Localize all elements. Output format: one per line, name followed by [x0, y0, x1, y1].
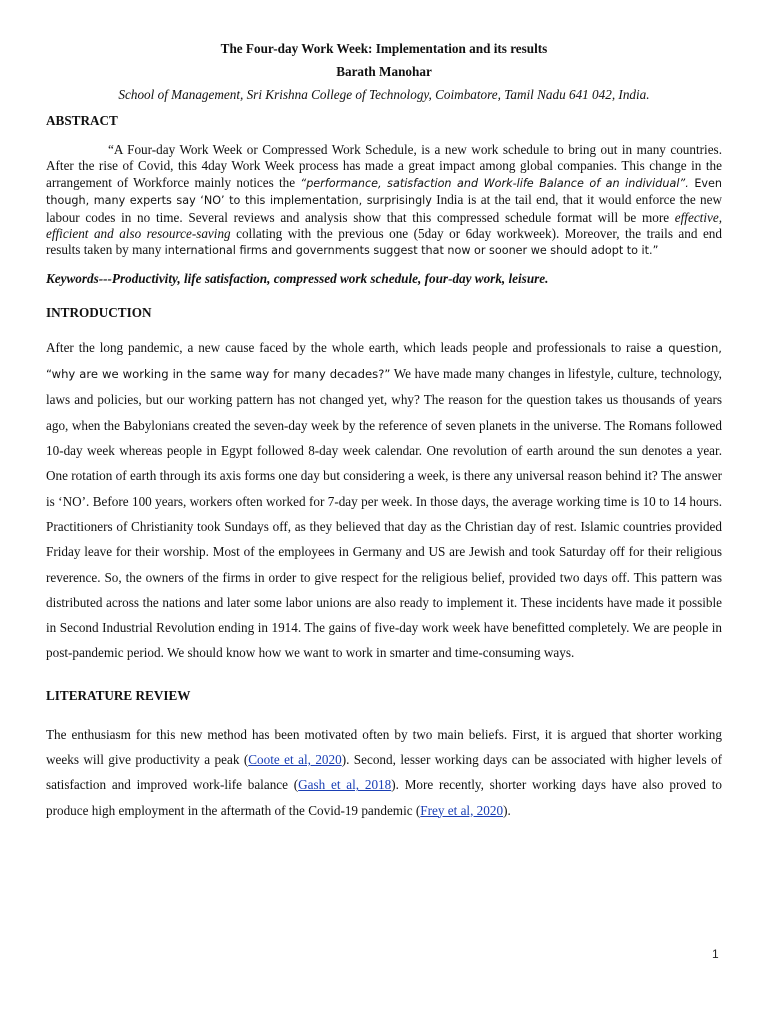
- abstract-emphasis-quote: “performance, satisfaction and Work-life Balance of an individual”.: [300, 176, 689, 190]
- abstract-heading: ABSTRACT: [46, 113, 118, 128]
- introduction-text-part2: We have made many changes in lifestyle, culture, technology, laws and policies, but our working pattern has not changed yet, why? The reason for the question takes us thousands of years ago, when the Babylonians created the seven-day week by the reference of seven planets in the universe. The Romans followed 10-day week whereas people in Egypt followed 8-day week calendar. One revolution of earth around the sun denotes a year. One rotation of earth through its axis forms one day but considering a week, is there any universal reason behind it? The answer is ‘NO’. Before 100 years, workers often worked for 7-day per week. In those days, the average working time is 10 to 14 hours. Practitioners of Christianity took Sundays off, as they believed that day as the Christian day of rest. Islamic countries provided Friday leave for their worship. Most of the employees in Germany and US are Jewish and took Saturday off for their religious reverence. So, the owners of the firms in order to give respect for the religious belief, provided two days off. This pattern was distributed across the nations and later some labor unions are also ready to implement it. These incidents have made it possible in Second Industrial Revolution ending in 1914. The gains of five-day work week have benefitted completely. We are people in post-pandemic period. We should know how we want to work in smarter and time-consuming ways.: [46, 366, 722, 661]
- paper-author: Barath Manohar: [336, 64, 432, 79]
- page-number: 1: [712, 947, 719, 961]
- introduction-paragraph: [46, 335, 722, 666]
- literature-text-part4: ).: [503, 802, 511, 818]
- citation-link-frey[interactable]: Frey et al, 2020: [420, 802, 504, 818]
- citation-link-gash[interactable]: Gash et al, 2018: [298, 777, 392, 793]
- abstract-text-part1: “A Four-day Work Week or Compressed Work Schedule, is a new work schedule to bring out in many countries. After the rise of Covid, this 4day Work Week process has made a great impact among global companies. This change in the arrangement of Workforce mainly notices the: [46, 142, 722, 190]
- paper-page: [46, 40, 722, 823]
- introduction-question: a question, “why are we working in the same way for many decades?”: [46, 340, 722, 382]
- abstract-emphasis-benefits: effective, efficient and also resource-saving: [46, 209, 722, 242]
- introduction-text-part1: After the long pandemic, a new cause faced by the whole earth, which leads people and professionals to raise: [46, 339, 656, 355]
- literature-text-part2: ). Second, lesser working days can be associated with higher levels of satisfaction and improved work-life balance (: [46, 752, 723, 793]
- paper-title: The Four-day Work Week: Implementation and its results: [220, 41, 548, 56]
- literature-review-paragraph: [46, 722, 722, 823]
- abstract-text-part4: collating with the previous one (5day or 6day workweek). Moreover, the trails and end results taken by many: [46, 226, 722, 258]
- keywords-line: Keywords---Productivity, life satisfaction, compressed work schedule, four-day work, leisure.: [46, 270, 549, 286]
- abstract-text: [46, 142, 722, 260]
- citation-link-coote[interactable]: Coote et al, 2020: [248, 752, 342, 767]
- literature-review-heading: LITERATURE REVIEW: [46, 687, 191, 703]
- abstract-text-part5: international firms and governments suggest that now or sooner we should adopt to it.”: [164, 244, 659, 258]
- abstract-text-part3: India is at the tail end, that it would enforce the new labour codes in no time. Several reviews and analysis show that this compressed schedule format will be more: [46, 192, 722, 225]
- literature-text-part3: ). More recently, shorter working days have also proved to produce high employment in the aftermath of the Covid-19 pandemic (: [46, 777, 722, 818]
- literature-text-part1: The enthusiasm for this new method has been motivated often by two main beliefs. First, it is argued that shorter working weeks will give productivity a peak (: [46, 726, 722, 767]
- paper-affiliation: School of Management, Sri Krishna College of Technology, Coimbatore, Tamil Nadu 641 042, India.: [118, 87, 650, 102]
- introduction-heading: INTRODUCTION: [46, 304, 152, 320]
- abstract-text-part2: Even though, many experts say ‘NO’ to this implementation, surprisingly: [46, 176, 722, 208]
